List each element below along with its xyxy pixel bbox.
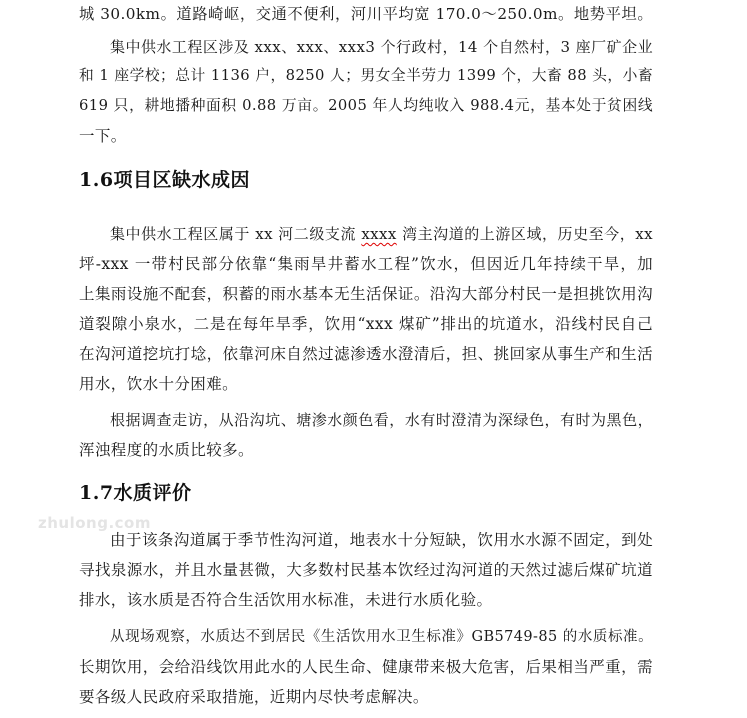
- watermark: zhulong.com: [38, 514, 151, 532]
- text-line: 在沟河道挖坑打埝，依靠河床自然过滤渗透水澄清后，担、挑回家从事生产和生活: [79, 345, 653, 363]
- text-line: 长期饮用，会给沿线饮用此水的人民生命、健康带来极大危害，后果相当严重，需: [79, 658, 653, 676]
- text-line: 城 30.0km。道路崎岖，交通不便利，河川平均宽 170.0～250.0m。地势平坦。: [79, 5, 653, 23]
- text-line: 排水，该水质是否符合生活饮用水标准，未进行水质化验。: [79, 591, 493, 609]
- text-line: 和 1 座学校；总计 1136 户，8250 人；男女全半劳力 1399 个，大畜 88 头，小畜: [79, 67, 653, 84]
- section-heading: 1.7水质评价: [79, 482, 192, 504]
- spellcheck-flagged-word: xxxx: [361, 225, 397, 243]
- text-line: 集中供水工程区涉及 xxx、xxx、xxx3 个行政村，14 个自然村，3 座厂矿企业: [110, 38, 653, 56]
- text-line: 从现场观察，水质达不到居民《生活饮用水卫生标准》GB5749-85 的水质标准。: [110, 629, 653, 645]
- text-span: 集中供水工程区属于 xx 河二级支流: [110, 225, 362, 243]
- text-line: 用水，饮水十分困难。: [79, 375, 239, 393]
- text-span: 湾主沟道的上游区域，历史至今，xx: [396, 225, 653, 243]
- text-line: 619 只，耕地播种面积 0.88 万亩。2005 年人均纯收入 988.4元，基本处于贫困线: [79, 97, 653, 114]
- text-line: 上集雨设施不配套，积蓄的雨水基本无生活保证。沿沟大部分村民一是担挑饮用沟: [79, 285, 653, 303]
- text-line: 一下。: [79, 127, 127, 145]
- text-line: 根据调查走访，从沿沟坑、塘渗水颜色看，水有时澄清为深绿色，有时为黑色，: [110, 411, 653, 429]
- section-heading: 1.6项目区缺水成因: [79, 169, 251, 191]
- text-line: 要各级人民政府采取措施，近期内尽快考虑解决。: [79, 688, 429, 706]
- text-line: 坪-xxx 一带村民部分依靠“集雨旱井蓄水工程”饮水，但因近几年持续干旱，加: [79, 255, 653, 273]
- text-line: 寻找泉源水，并且水量甚微，大多数村民基本饮经过沟河道的天然过滤后煤矿坑道: [79, 561, 653, 579]
- text-line: 由于该条沟道属于季节性沟河道，地表水十分短缺，饮用水水源不固定，到处: [110, 531, 653, 549]
- text-line: 道裂隙小泉水，二是在每年旱季，饮用“xxx 煤矿”排出的坑道水，沿线村民自己: [79, 315, 653, 333]
- text-line: 浑浊程度的水质比较多。: [79, 441, 254, 459]
- text-line: [110, 224, 653, 244]
